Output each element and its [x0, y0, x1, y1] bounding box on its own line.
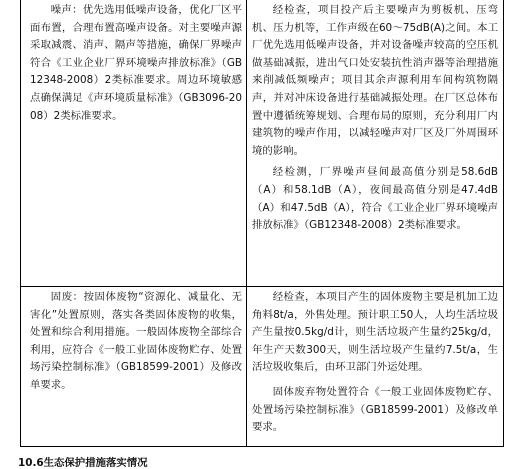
- table-cell-solid-waste-requirement: [30, 289, 242, 395]
- table-column-divider: [246, 0, 247, 446]
- table-cell-solid-waste-implementation: [252, 289, 498, 437]
- table-right-border: [503, 0, 504, 446]
- table-row-divider: [20, 286, 504, 287]
- section-heading: 10.6生态保护措施落实情况: [18, 457, 148, 469]
- solid-waste-inspection-text: 经检查，本项目产生的固体废物主要是机加工边角料8t/a，外售处理。预计职工50人，人均生活垃圾产生量按0.5kg/d计，则生活垃圾产生量约25kg/d，年生产天数300天，则生活垃圾产生量约7.5t/a，生活垃圾收集后，由环卫部门外运处理。: [252, 291, 498, 374]
- solid-waste-compliance-text: 固体废弃物处置符合《一般工业固体废物贮存、处置场污染控制标准》（GB18599-2001）及修改单要求。: [252, 385, 498, 434]
- solid-waste-requirement-text: 固废：按固体废物“资源化、减量化、无害化”处置原则，落实各类固体废物的收集，处置和综合利用措施。一般固体废物全部综合利用，应符合《一般工业固体废物贮存、处置场污染控制标准》（GB18599-2001）及修改单要求。: [30, 291, 242, 391]
- table-bottom-border: [20, 446, 504, 447]
- table-left-border: [20, 0, 21, 446]
- noise-requirement-text: 噪声：优先选用低噪声设备，优化厂区平面布置，合理布置高噪声设备。对主要噪声源采取减震、消声、隔声等措施，确保厂界噪声符合《工业企业厂界环境噪声排放标准》（GB12348-2008）2类标准要求。周边环境敏感点确保满足《声环境质量标准》（GB3096-2008）2类标准要求。: [30, 4, 242, 122]
- noise-monitoring-text: 经检测，厂界噪声昼间最高值分别是58.6dB（A）和58.1dB（A），夜间最高值分别是47.4dB（A）和47.5dB（A），符合《工业企业厂界环境噪声排放标准》（GB12348-2008）2类标准要求。: [252, 166, 498, 232]
- table-cell-noise-implementation: [252, 2, 498, 235]
- table-cell-noise-requirement: [30, 2, 242, 125]
- noise-inspection-text: 经检查，项目投产后主要噪声为剪板机、压弯机、压力机等，工作声级在60～75dB(A)之间。本工厂优先选用低噪声设备，并对设备噪声较高的空压机做基础减振，进出气口处安装抗性消声器等治理措施来削减低频噪声；项目其余声源利用车间构筑物隔声，并对冲床设备进行基础减振处理。在厂区总体布置中遵循统筹规划、合理布局的原则，充分利用厂内建筑物的噪声作用，以减轻噪声对厂区及厂外周围环境的影响。: [252, 4, 498, 157]
